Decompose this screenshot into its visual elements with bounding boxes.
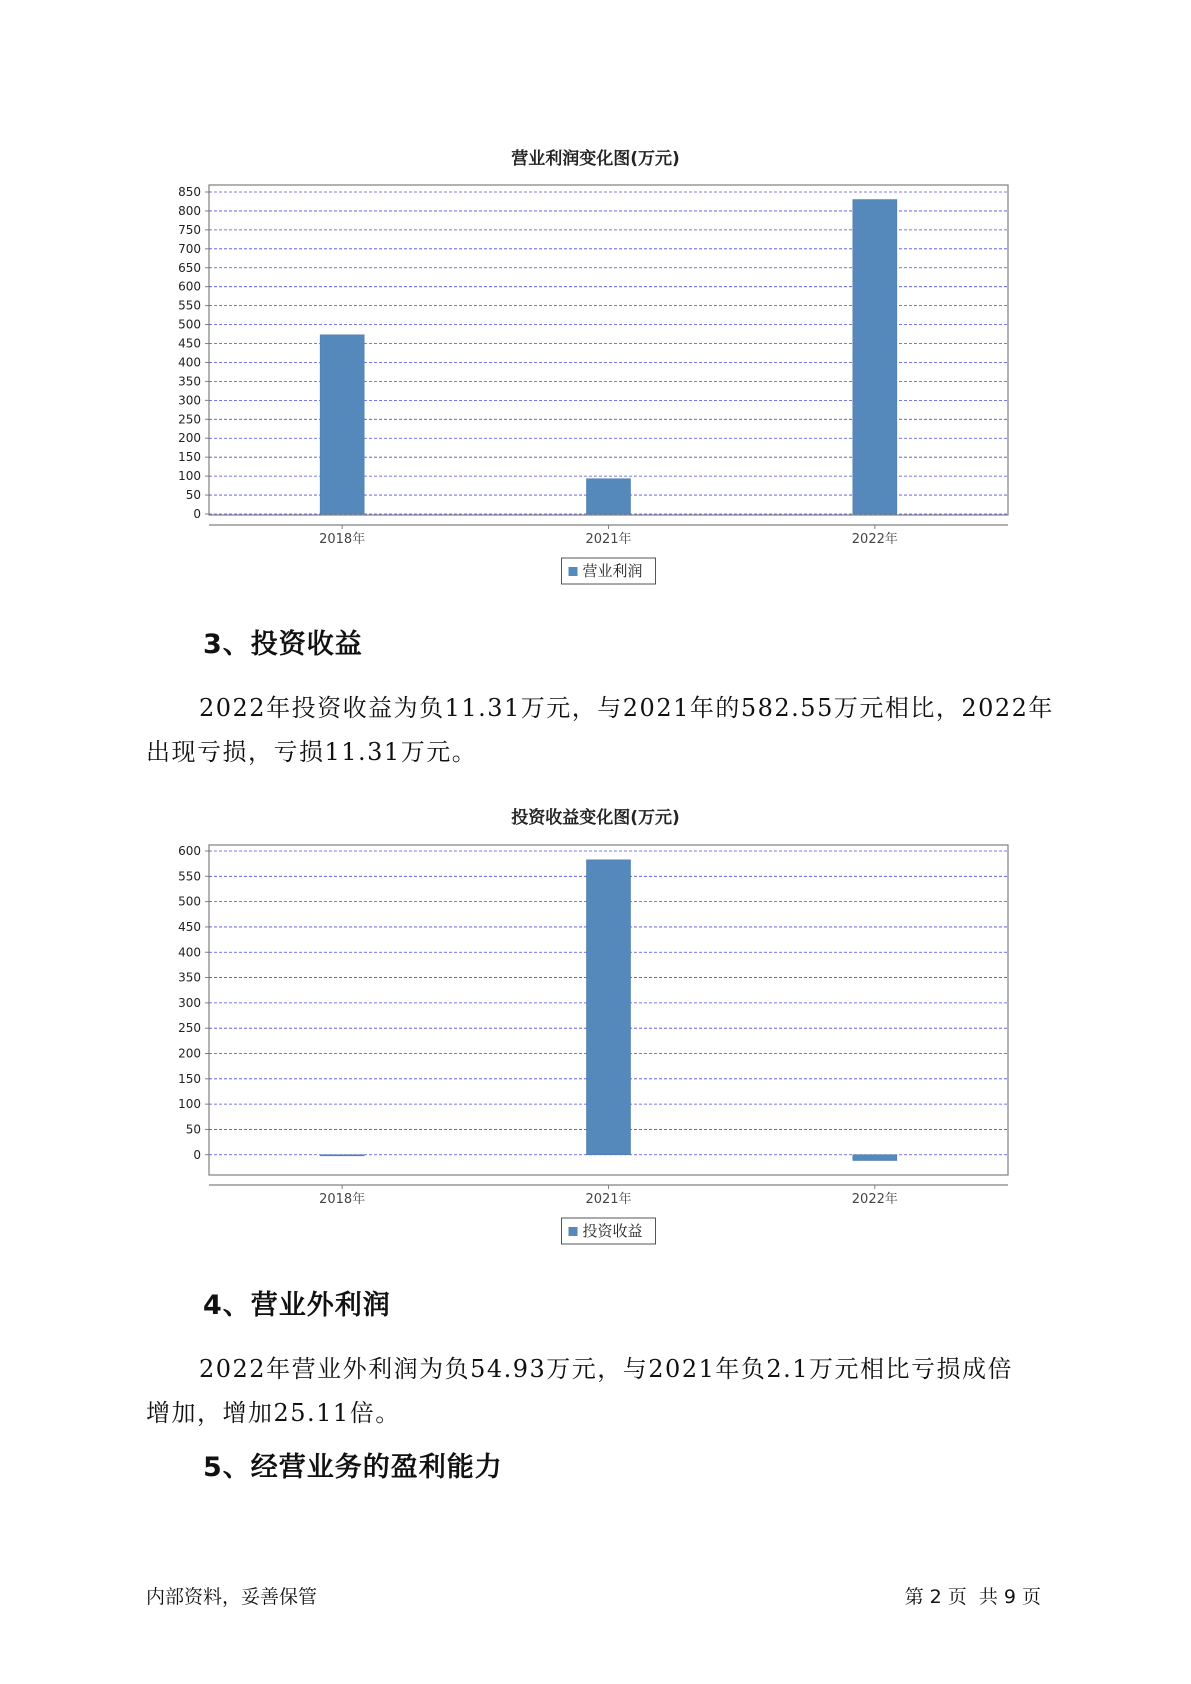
section-4-para-line-1: 2022年营业外利润为负54.93万元，与2021年负2.1万元相比亏损成倍 xyxy=(199,1355,1014,1383)
section-5-heading: 5、经营业务的盈利能力 xyxy=(203,1452,503,1483)
section-4-heading: 4、营业外利润 xyxy=(203,1290,391,1321)
investment-ytick-label-350: 350 xyxy=(178,970,201,985)
profit-ytick-label-700: 700 xyxy=(178,241,201,256)
profit-legend-swatch xyxy=(569,567,578,576)
investment-ytick-label-400: 400 xyxy=(178,945,201,960)
section-3-para-line-2: 出现亏损，亏损11.31万元。 xyxy=(146,738,478,766)
investment-chart-title: 投资收益变化图(万元) xyxy=(511,808,680,828)
investment-bar-0 xyxy=(320,1155,364,1156)
profit-bar-1 xyxy=(587,479,631,514)
investment-legend-swatch xyxy=(569,1227,578,1236)
profit-ytick-label-150: 150 xyxy=(178,450,201,465)
profit-ytick-label-250: 250 xyxy=(178,412,201,427)
investment-ytick-label-600: 600 xyxy=(178,844,201,858)
investment-category-label-0: 2018年 xyxy=(319,1192,366,1207)
profit-ytick-label-400: 400 xyxy=(178,355,201,370)
profit-ytick-label-100: 100 xyxy=(178,469,201,484)
profit-ytick-label-600: 600 xyxy=(178,279,201,294)
profit-ytick-label-500: 500 xyxy=(178,317,201,332)
investment-bar-2 xyxy=(853,1155,897,1161)
investment-ytick-label-150: 150 xyxy=(178,1071,201,1086)
profit-category-label-2: 2022年 xyxy=(851,532,898,547)
investment-ytick-label-300: 300 xyxy=(178,995,201,1010)
section-4-para-line-2: 增加，增加25.11倍。 xyxy=(146,1399,401,1427)
profit-chart-title: 营业利润变化图(万元) xyxy=(511,149,680,169)
profit-ytick-label-450: 450 xyxy=(178,336,201,351)
investment-ytick-label-100: 100 xyxy=(178,1097,201,1112)
profit-category-label-0: 2018年 xyxy=(319,532,366,547)
profit-chart xyxy=(0,170,1191,590)
profit-ytick-label-650: 650 xyxy=(178,260,201,275)
profit-legend-label: 营业利润 xyxy=(582,562,643,580)
profit-ytick-label-800: 800 xyxy=(178,203,201,218)
investment-legend-label: 投资收益 xyxy=(582,1222,643,1240)
profit-bar-0 xyxy=(320,335,364,514)
section-3-heading: 3、投资收益 xyxy=(203,629,363,660)
profit-ytick-label-350: 350 xyxy=(178,374,201,389)
profit-ytick-label-200: 200 xyxy=(178,431,201,446)
investment-ytick-label-0: 0 xyxy=(193,1147,201,1162)
investment-ytick-label-200: 200 xyxy=(178,1046,201,1061)
profit-ytick-label-750: 750 xyxy=(178,222,201,237)
profit-ytick-label-50: 50 xyxy=(185,488,201,503)
investment-ytick-label-50: 50 xyxy=(185,1122,201,1137)
investment-ytick-label-550: 550 xyxy=(178,869,201,884)
profit-ytick-label-850: 850 xyxy=(178,185,201,199)
footer-confidential-note: 内部资料，妥善保管 xyxy=(146,1586,318,1608)
investment-category-label-2: 2022年 xyxy=(851,1192,898,1207)
section-3-para-line-1: 2022年投资收益为负11.31万元，与2021年的582.55万元相比，2022年 xyxy=(199,694,1054,722)
investment-category-label-1: 2021年 xyxy=(585,1192,632,1207)
footer-page-number: 第 2 页 共 9 页 xyxy=(904,1586,1041,1608)
investment-ytick-label-250: 250 xyxy=(178,1021,201,1036)
investment-ytick-label-450: 450 xyxy=(178,919,201,934)
investment-ytick-label-500: 500 xyxy=(178,894,201,909)
investment-chart xyxy=(0,830,1191,1250)
profit-bar-2 xyxy=(853,200,897,514)
investment-bar-1 xyxy=(587,860,631,1155)
profit-ytick-label-0: 0 xyxy=(193,507,201,521)
profit-ytick-label-550: 550 xyxy=(178,298,201,313)
profit-category-label-1: 2021年 xyxy=(585,532,632,547)
profit-ytick-label-300: 300 xyxy=(178,393,201,408)
